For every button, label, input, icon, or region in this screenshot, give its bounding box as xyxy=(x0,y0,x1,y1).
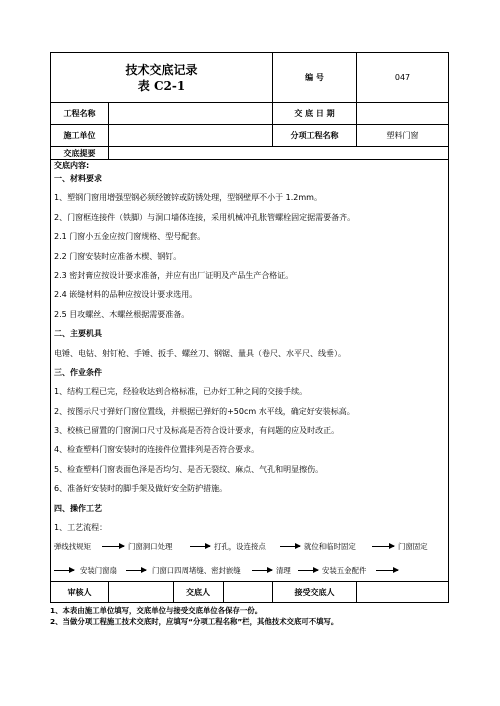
section-conditions-title: 三、作业条件 xyxy=(54,367,102,377)
materials-item: 2.1 门窗小五金应按门窗规格、型号配套。 xyxy=(54,232,206,242)
note-line: 1、本表由施工单位填写，交底单位与接受交底单位各保存一份。 xyxy=(50,606,263,615)
note-line: 2、当做分项工程施工技术交底时，应填写“分项工程名称”栏，其他技术交底可不填写。 xyxy=(50,617,339,626)
form-code: 表 C2-1 xyxy=(137,78,186,93)
summary-label: 交底提要 xyxy=(51,147,109,160)
section-process-title: 四、操作工艺 xyxy=(54,503,102,513)
conditions-item: 6、准备好安装时的脚手架及做好安全防护措施。 xyxy=(54,484,228,494)
flow-arrow-icon xyxy=(372,546,394,547)
subproject-name-value: 塑料门窗 xyxy=(357,125,449,147)
flow-arrow-icon xyxy=(298,570,318,571)
flow-step: 就位和临时固定 xyxy=(304,542,356,552)
flow-step: 打孔，设连接点 xyxy=(214,542,266,552)
project-name-value[interactable] xyxy=(109,103,273,125)
conditions-item: 5、检查塑料门窗表面色泽是否均匀、是否无裂纹、麻点、气孔和明显擦伤。 xyxy=(54,464,324,474)
section-materials-title: 一、材料要求 xyxy=(54,174,102,183)
project-name-label: 工程名称 xyxy=(51,103,109,125)
conditions-item: 1、结构工程已完，经验收达到合格标准，已办好工种之间的交接手续。 xyxy=(54,387,308,397)
form-table xyxy=(50,52,449,603)
materials-item: 2.5 目攻螺丝、木螺丝根据需要准备。 xyxy=(54,309,190,319)
tools-item: 电锤、电钻、射钉枪、手锤、扳手、螺丝刀、钢锯、量具（卷尺、水平尺、线垂）。 xyxy=(54,348,346,358)
presenter-signature[interactable] xyxy=(223,582,272,602)
flow-arrow-icon xyxy=(126,570,146,571)
materials-item: 1、塑钢门窗用增强型钢必须经镀锌或防锈处理，型钢壁厚不小于 1.2mm。 xyxy=(54,193,322,203)
form-notes xyxy=(50,605,338,627)
number-label: 编 号 xyxy=(273,53,357,103)
form-title: 技术交底记录 xyxy=(125,62,198,77)
reviewer-label: 审核人 xyxy=(51,582,109,603)
flow-step: 清理 xyxy=(276,566,291,576)
flow-step: 安装五金配件 xyxy=(322,566,367,576)
flow-step: 门窗洞口处理 xyxy=(128,542,173,552)
signature-subtable xyxy=(109,582,272,602)
subproject-name-label: 分项工程名称 xyxy=(273,125,357,147)
process-flow-row-2 xyxy=(54,561,445,581)
presenter-label: 交底人 xyxy=(173,582,223,602)
disclosure-date-value[interactable] xyxy=(357,103,449,125)
construction-unit-value[interactable] xyxy=(109,125,273,147)
conditions-item: 2、按图示尺寸弹好门窗位置线，并根据已弹好的+50cm 水平线，确定好安装标高。 xyxy=(54,406,355,416)
construction-unit-label: 施工单位 xyxy=(51,125,109,147)
flow-step: 门窗固定 xyxy=(398,542,428,552)
process-flow-row-1 xyxy=(54,535,445,561)
receiver-signature[interactable] xyxy=(357,582,449,603)
materials-item: 2.2 门窗安装时应准备木楔、钢钉。 xyxy=(54,251,182,261)
summary-value[interactable] xyxy=(109,147,449,160)
disclosure-form xyxy=(50,52,448,603)
flow-arrow-icon xyxy=(376,570,398,571)
content-intro: 交底内容: xyxy=(54,161,90,170)
materials-item: 2.4 嵌缝材料的品种应按设计要求选用。 xyxy=(54,290,198,300)
flow-step: 门窗口四周堵缝、密封嵌缝 xyxy=(152,566,241,576)
flow-arrow-icon xyxy=(280,546,300,547)
conditions-item: 3、校核已留置的门窗洞口尺寸及标高是否符合设计要求，有问题的应及时改正。 xyxy=(54,426,340,436)
process-item: 1、工艺流程： xyxy=(54,523,108,533)
disclosure-date-label: 交 底 日 期 xyxy=(273,103,357,125)
reviewer-signature[interactable] xyxy=(109,582,173,602)
flow-step: 弹线找规矩 xyxy=(54,542,91,552)
receiver-label: 接受交底人 xyxy=(273,582,357,603)
materials-item: 2.3 密封膏应按设计要求准备，并应有出厂证明及产品生产合格证。 xyxy=(54,270,294,280)
section-tools-title: 二、主要机具 xyxy=(54,329,102,339)
flow-arrow-icon xyxy=(102,546,124,547)
reviewer-presenter-cell xyxy=(109,582,273,603)
conditions-item: 4、检查塑料门窗安装时的连接件位置排列是否符合要求。 xyxy=(54,445,260,455)
number-value: 047 xyxy=(357,53,449,103)
flow-arrow-icon xyxy=(54,570,74,571)
disclosure-content xyxy=(51,160,449,582)
form-title-cell xyxy=(51,53,273,103)
flow-arrow-icon xyxy=(252,570,272,571)
materials-item: 2、门窗框连接件（铁脚）与洞口墙体连接，采用机械冲孔胀管螺栓固定据需要备齐。 xyxy=(54,212,356,222)
flow-step: 安装门窗扇 xyxy=(80,566,117,576)
flow-arrow-icon xyxy=(190,546,210,547)
